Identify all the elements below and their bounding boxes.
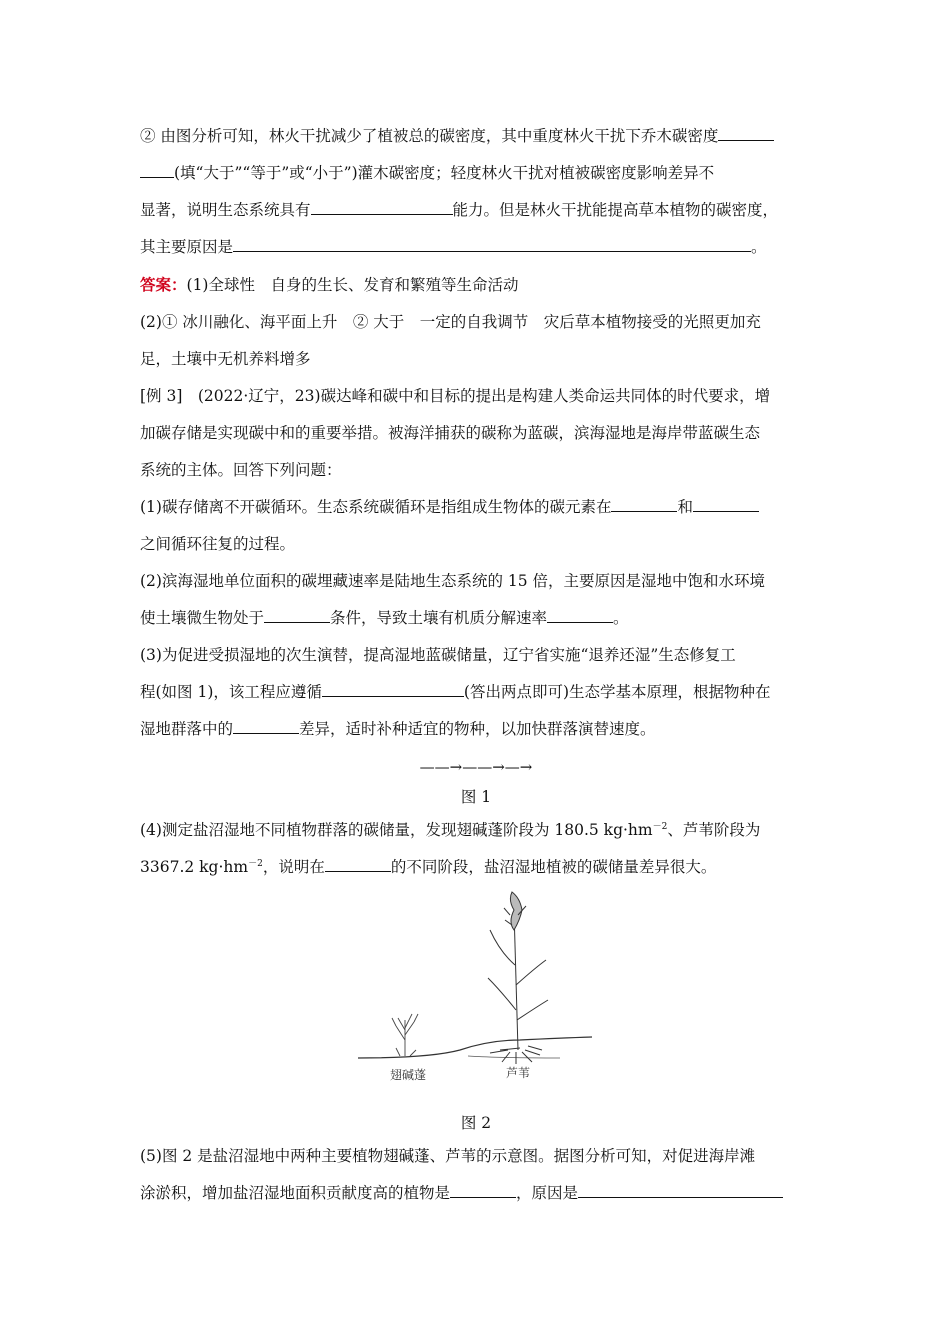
blank — [311, 198, 453, 215]
question1-line1: (1)碳存储离不开碳循环。生态系统碳循环是指组成生物体的碳元素在 和 — [140, 489, 812, 526]
blank — [547, 606, 613, 623]
figure1-caption: 图 1 — [460, 788, 492, 806]
q2-part2-line2: (填“大于”“等于”或“小于”)灌木碳密度；轻度林火干扰对植被碳密度影响差异不 — [140, 155, 812, 192]
q2-part2-line3: 显著，说明生态系统具有 能力。但是林火干扰能提高草本植物的碳密度， — [140, 192, 812, 229]
question3-line2: 程(如图 1)，该工程应遵循 (答出两点即可)生态学基本原理，根据物种在 — [140, 674, 812, 711]
blank — [693, 495, 759, 512]
blank — [233, 717, 299, 734]
answer-line1: 答案：(1)全球性 自身的生长、发育和繁殖等生命活动 — [140, 275, 519, 294]
blank — [322, 680, 464, 697]
answer-line3: 足，土壤中无机养料增多 — [140, 350, 311, 368]
q2-part2-line4: 其主要原因是 。 — [140, 229, 812, 266]
question4-line2: 3367.2 $kg\cdot hm^{-2}$，说明在 的不同阶段，盐沼湿地植被的碳储量差异很大。 — [140, 849, 812, 886]
blank — [450, 1181, 516, 1198]
question4-line1: (4)测定盐沼湿地不同植物群落的碳储量，发现翅碱蓬阶段为 180.5 $kg\cdot hm^{-2}$、芦苇阶段为 — [140, 821, 761, 839]
answer-label: 答案： — [140, 275, 187, 294]
example3-intro3: 系统的主体。回答下列问题： — [140, 461, 342, 479]
figure2-caption: 图 2 — [460, 1114, 492, 1132]
figure1-flow: ——→——→—→ — [419, 758, 533, 776]
blank — [611, 495, 677, 512]
label-suaeda: 翅碱蓬 — [390, 1068, 427, 1082]
question5-line1: (5)图 2 是盐沼湿地中两种主要植物翅碱蓬、芦苇的示意图。据图分析可知，对促进海岸滩 — [140, 1147, 756, 1165]
example3-intro2: 加碳存储是实现碳中和的重要举措。被海洋捕获的碳称为蓝碳，滨海湿地是海岸带蓝碳生态 — [140, 424, 761, 442]
label-reed: 芦苇 — [506, 1066, 531, 1080]
question2-line2: 使土壤微生物处于 条件，导致土壤有机质分解速率 。 — [140, 600, 812, 637]
plants-illustration — [350, 890, 600, 1090]
suaeda-plant — [392, 1014, 418, 1056]
question1-line2: 之间循环往复的过程。 — [140, 535, 296, 553]
example3-intro1: [例 3] (2022·辽宁，23)碳达峰和碳中和目标的提出是构建人类命运共同体的时代要求，增 — [140, 387, 771, 405]
blank — [140, 161, 174, 178]
answer-line2: (2)① 冰川融化、海平面上升 ② 大于 一定的自我调节 灾后草本植物接受的光照更加充 — [140, 313, 761, 331]
document-page — [140, 118, 812, 1212]
reed-plant — [488, 892, 548, 1064]
blank — [264, 606, 330, 623]
blank — [233, 235, 751, 252]
q2-part2-line1: ② 由图分析可知，林火干扰减少了植被总的碳密度，其中重度林火干扰下乔木碳密度 — [140, 118, 812, 155]
figure2 — [140, 890, 812, 1100]
question2-line1: (2)滨海湿地单位面积的碳埋藏速率是陆地生态系统的 15 倍，主要原因是湿地中饱和水环境 — [140, 572, 766, 590]
blank — [718, 124, 774, 141]
question3-line1: (3)为促进受损湿地的次生演替，提高湿地蓝碳储量，辽宁省实施“退养还湿”生态修复工 — [140, 646, 736, 664]
question5-line2: 涂淤积，增加盐沼湿地面积贡献度高的植物是 ，原因是 — [140, 1175, 812, 1212]
question3-line3: 湿地群落中的 差异，适时补种适宜的物种，以加快群落演替速度。 — [140, 711, 812, 748]
blank — [325, 855, 391, 872]
blank — [578, 1181, 783, 1198]
